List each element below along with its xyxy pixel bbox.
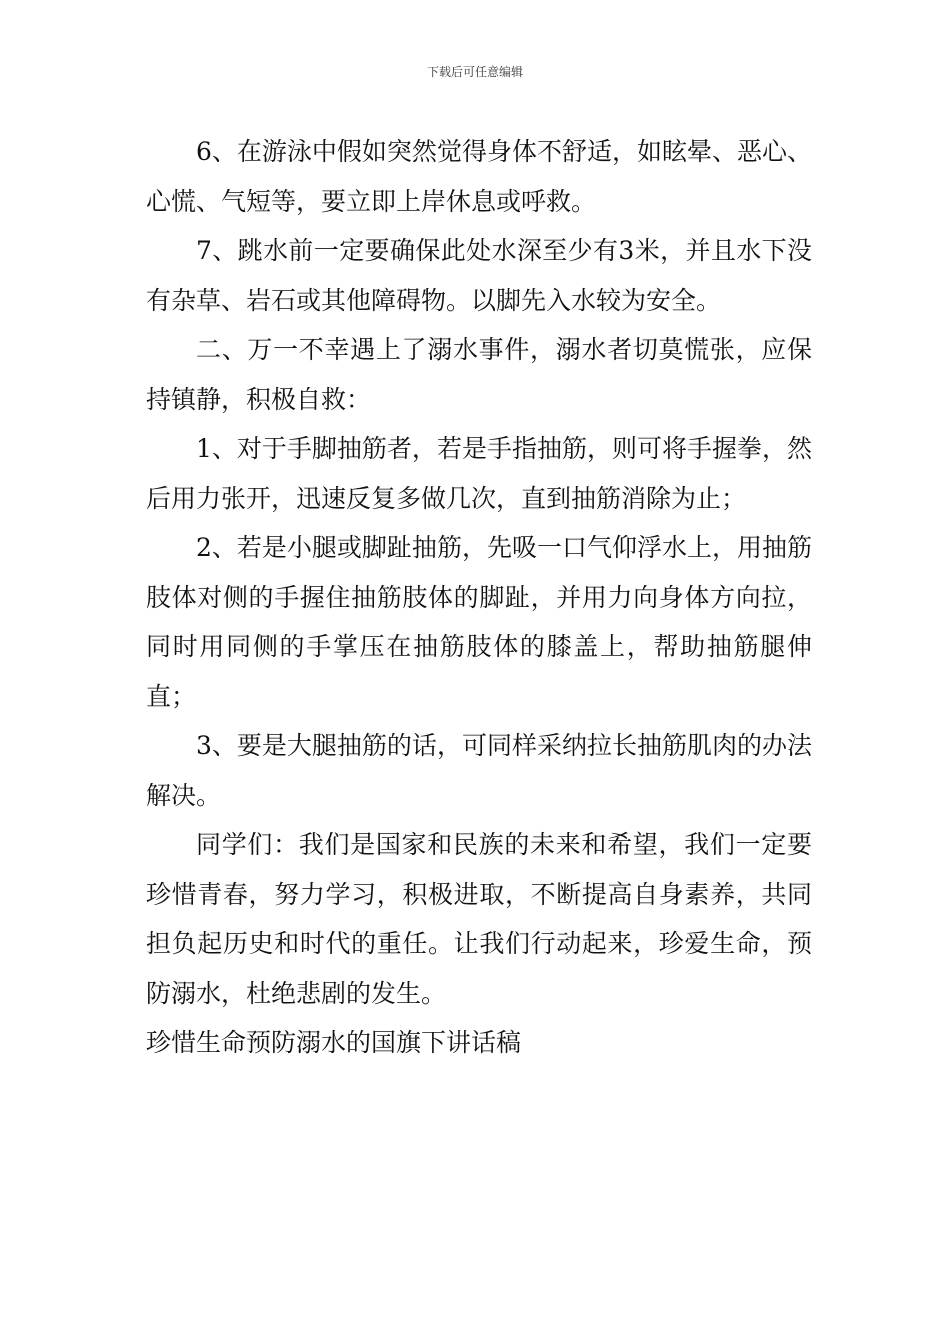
page-header: 下载后可任意编辑: [426, 65, 523, 79]
paragraph-item-1: 1、对于手脚抽筋者，若是手指抽筋，则可将手握拳，然后用力张开，迅速反复多做几次，直到抽筋消除为止；: [146, 434, 812, 513]
paragraph-item-6: 6、在游泳中假如突然觉得身体不舒适，如眩晕、恶心、心慌、气短等，要立即上岸休息或呼救。: [146, 137, 812, 216]
paragraph-item-2: 2、若是小腿或脚趾抽筋，先吸一口气仰浮水上，用抽筋肢体对侧的手握住抽筋肢体的脚趾，并用力向身体方向拉，同时用同侧的手掌压在抽筋肢体的膝盖上，帮助抽筋腿伸直；: [146, 533, 812, 711]
paragraph-item-3: 3、要是大腿抽筋的话，可同样采纳拉长抽筋肌肉的办法解决。: [146, 731, 812, 810]
paragraph-item-7: 7、跳水前一定要确保此处水深至少有3米，并且水下没有杂草、岩石或其他障碍物。以脚先入水较为安全。: [146, 236, 812, 315]
paragraph-section-two: 二、万一不幸遇上了溺水事件，溺水者切莫慌张，应保持镇静，积极自救：: [146, 335, 812, 414]
document-title-line: 珍惜生命预防溺水的国旗下讲话稿: [146, 1028, 522, 1057]
document-body: [146, 127, 812, 1068]
paragraph-closing: 同学们：我们是国家和民族的未来和希望，我们一定要珍惜青春，努力学习，积极进取，不断提高自身素养，共同担负起历史和时代的重任。让我们行动起来，珍爱生命，预防溺水，杜绝悲剧的发生。: [146, 830, 812, 1008]
